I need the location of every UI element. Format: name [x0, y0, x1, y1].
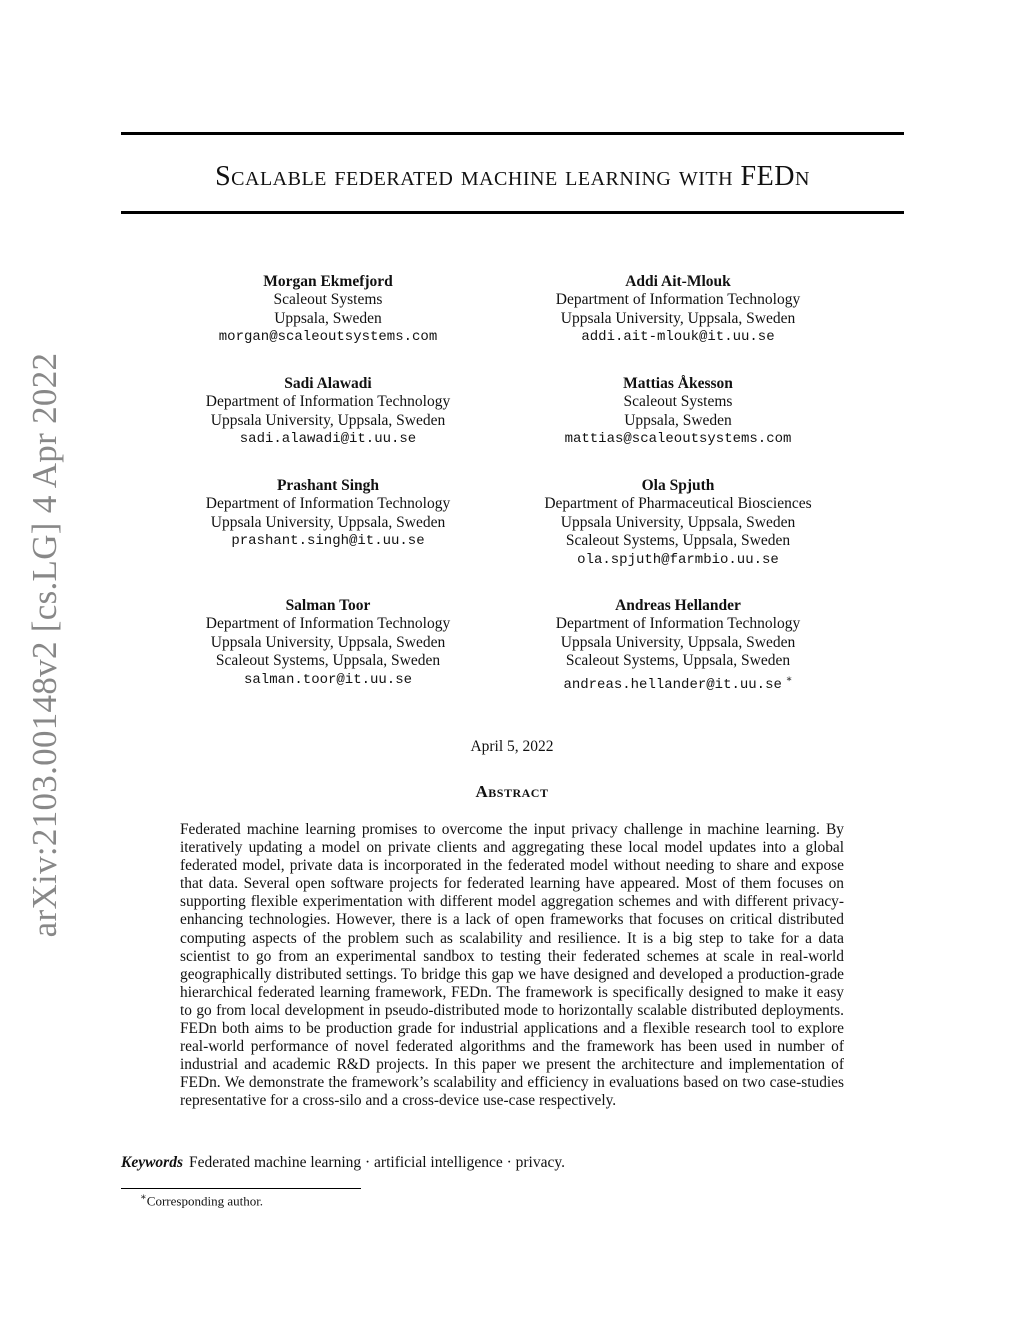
author-affiliation: Uppsala University, Uppsala, Sweden	[560, 513, 796, 531]
author-email[interactable]: sadi.alawadi@it.uu.se	[239, 431, 417, 448]
author-email[interactable]: mattias@scaleoutsystems.com	[564, 431, 792, 448]
title-rule-bottom	[121, 211, 904, 214]
author-affiliation: Department of Information Technology	[555, 291, 801, 309]
author-affiliation: Scaleout Systems, Uppsala, Sweden	[565, 532, 791, 550]
author-block	[508, 477, 848, 569]
footnote-marker[interactable]: ∗	[785, 673, 793, 685]
author-name: Sadi Alawadi	[284, 375, 372, 392]
author-affiliation: Department of Pharmaceutical Biosciences	[544, 495, 812, 513]
keywords-text: Federated machine learning · artificial intelligence · privacy.	[189, 1154, 565, 1171]
author-email[interactable]: morgan@scaleoutsystems.com	[218, 329, 438, 346]
author-email[interactable]: andreas.hellander@it.uu.se	[563, 676, 782, 693]
author-block	[158, 273, 498, 347]
author-affiliation: Uppsala, Sweden	[274, 309, 382, 327]
author-affiliation: Uppsala University, Uppsala, Sweden	[210, 513, 446, 531]
paper-title: Scalable federated machine learning with FEDn	[215, 161, 810, 192]
author-affiliation: Uppsala University, Uppsala, Sweden	[210, 411, 446, 429]
author-block	[158, 477, 498, 551]
author-email[interactable]: addi.ait-mlouk@it.uu.se	[581, 329, 775, 346]
author-affiliation: Scaleout Systems, Uppsala, Sweden	[215, 652, 441, 670]
author-affiliation: Uppsala University, Uppsala, Sweden	[560, 309, 796, 327]
author-affiliation: Department of Information Technology	[555, 615, 801, 633]
author-name: Andreas Hellander	[615, 597, 741, 614]
footnote	[140, 1192, 263, 1209]
author-affiliation: Uppsala University, Uppsala, Sweden	[210, 633, 446, 651]
title-rule-top	[121, 132, 904, 135]
author-email[interactable]: prashant.singh@it.uu.se	[231, 533, 425, 550]
arxiv-stamp: arXiv:2103.00148v2 [cs.LG] 4 Apr 2022	[25, 352, 64, 938]
author-name: Morgan Ekmefjord	[263, 273, 393, 290]
keywords-line	[121, 1154, 565, 1172]
author-email-line	[508, 671, 848, 695]
author-affiliation: Department of Information Technology	[205, 615, 451, 633]
author-affiliation: Department of Information Technology	[205, 495, 451, 513]
author-name: Prashant Singh	[276, 477, 380, 494]
author-block	[508, 375, 848, 449]
author-name: Mattias Åkesson	[623, 375, 733, 392]
abstract-body: Federated machine learning promises to overcome the input privacy challenge in machine learning. By iteratively updating a model on private clients and aggregating these local model updates into a global federated model, private data is incorporated in the federated model without needing to share and expose that data. Several open software projects for federated learning have appeared. Most of them focuses on supporting flexible experimentation with different model aggregation schemes and with different privacy-enhancing technologies. However, there is a lack of open frameworks that focuses on critical distributed computing aspects of the problem such as scalability and resilience. It is a big step to take for a data scientist to go from an experimental sandbox to testing their federated schemes at scale in real-world geographically distributed settings. To bridge this gap we have designed and developed a production-grade hierarchical federated learning framework, FEDn. The framework is specifically designed to make it easy to go from local development in pseudo-distributed mode to horizontally scalable distributed deployments. FEDn both aims to be production grade for industrial applications and a flexible research tool to explore real-world performance of novel federated algorithms and the framework has been used in number of industrial and academic R&D projects. In this paper we present the architecture and implementation of FEDn. We demonstrate the framework’s scalability and efficiency in evaluations based on two case-studies representative for a cross-silo and a cross-device use-case respectively.	[180, 821, 844, 1110]
author-block	[508, 273, 848, 347]
author-affiliation: Scaleout Systems	[623, 393, 733, 411]
abstract-heading: Abstract	[475, 782, 549, 801]
footnote-mark: ∗	[140, 1192, 147, 1203]
author-block	[158, 375, 498, 449]
paper-date: April 5, 2022	[470, 738, 554, 755]
author-email[interactable]: ola.spjuth@farmbio.uu.se	[577, 551, 779, 568]
author-name: Ola Spjuth	[641, 477, 715, 494]
footnote-rule	[121, 1188, 361, 1189]
author-email[interactable]: salman.toor@it.uu.se	[243, 671, 413, 688]
author-block	[508, 597, 848, 694]
author-affiliation: Department of Information Technology	[205, 393, 451, 411]
author-affiliation: Scaleout Systems, Uppsala, Sweden	[565, 652, 791, 670]
footnote-text: Corresponding author.	[146, 1193, 264, 1209]
author-affiliation: Uppsala, Sweden	[624, 411, 732, 429]
author-name: Addi Ait-Mlouk	[625, 273, 731, 290]
keywords-label: Keywords	[121, 1154, 183, 1171]
author-block	[158, 597, 498, 689]
author-name: Salman Toor	[285, 597, 371, 614]
author-affiliation: Scaleout Systems	[273, 291, 383, 309]
author-affiliation: Uppsala University, Uppsala, Sweden	[560, 633, 796, 651]
